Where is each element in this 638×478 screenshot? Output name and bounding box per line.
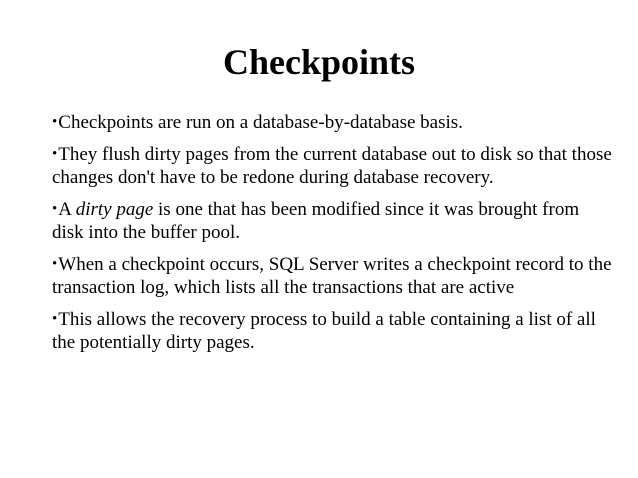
bullet-item (52, 308, 612, 354)
bullet-text: Checkpoints are run on a database-by-database basis. (58, 112, 463, 133)
bullet-marker: • (52, 256, 58, 272)
bullet-item (52, 143, 612, 189)
bullet-item (52, 198, 612, 244)
bullet-marker: • (52, 201, 58, 217)
bullet-marker: • (52, 114, 58, 130)
bullet-text: When a checkpoint occurs, SQL Server writes a checkpoint record to the transaction log, which lists all the transactions that are active (52, 254, 612, 298)
bullet-text-suffix: is one that has been modified since it was brought from disk into the buffer pool. (52, 199, 580, 243)
bullet-text-prefix: A (58, 199, 76, 220)
bullet-list (52, 111, 612, 363)
bullet-text: They flush dirty pages from the current database out to disk so that those changes don't have to be redone during database recovery. (52, 144, 612, 188)
bullet-text: This allows the recovery process to build a table containing a list of all the potentially dirty pages. (52, 309, 596, 353)
bullet-item (52, 253, 612, 299)
dirty-page-term: dirty page (75, 199, 154, 220)
bullet-item (52, 111, 612, 134)
bullet-marker: • (52, 146, 58, 162)
bullet-marker: • (52, 311, 58, 327)
slide-title: Checkpoints (222, 42, 416, 82)
